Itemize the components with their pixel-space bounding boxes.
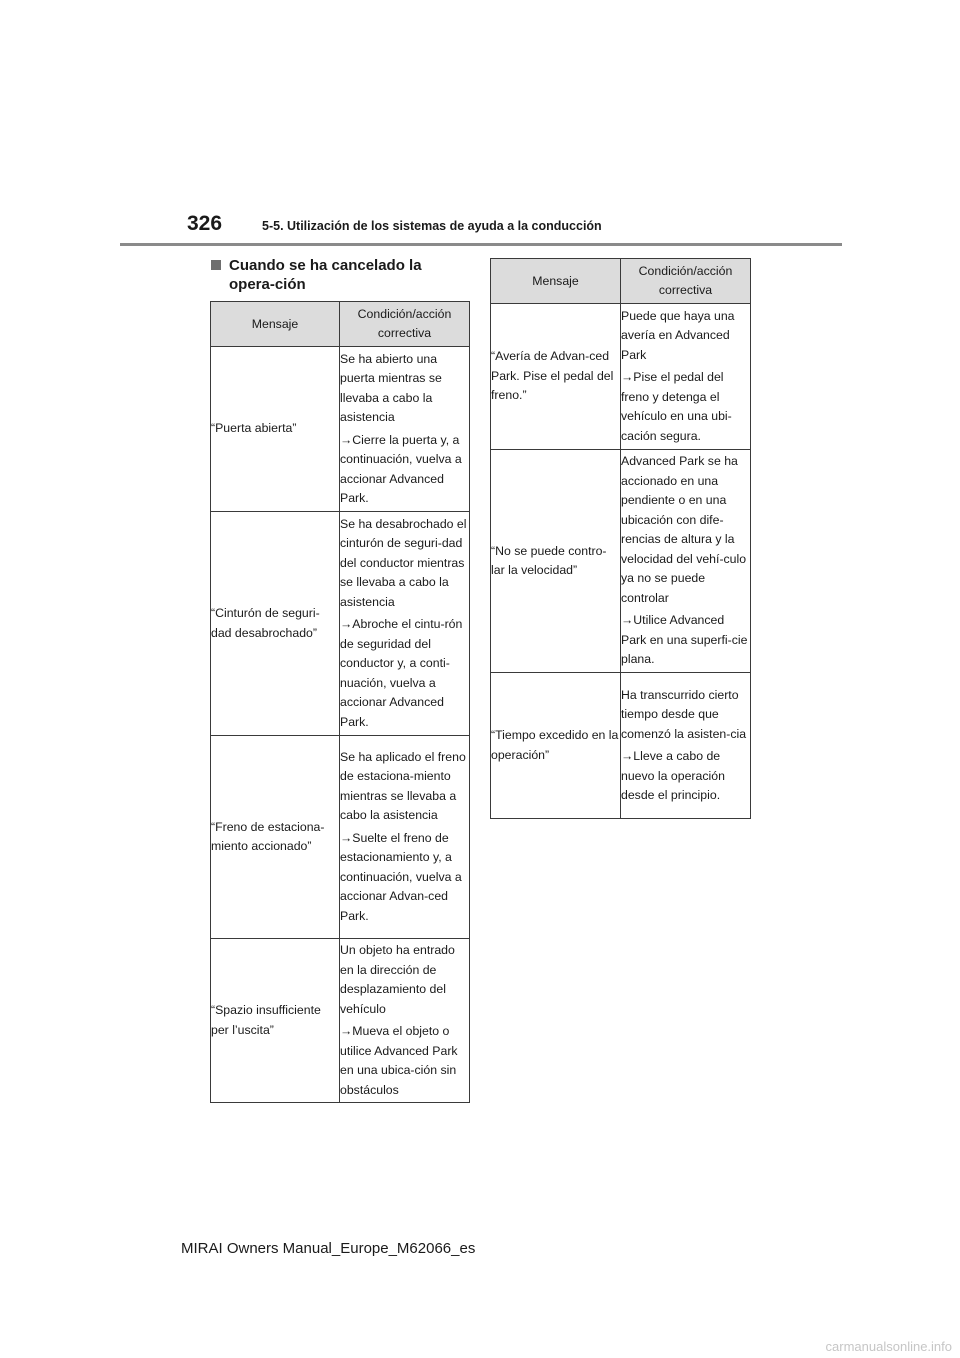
condition-text: Un objeto ha entrado en la dirección de desplazamiento del vehículo xyxy=(340,943,455,1016)
table-row xyxy=(211,736,470,939)
action-cell xyxy=(621,304,751,450)
action-cell xyxy=(621,673,751,819)
header-divider xyxy=(120,243,842,246)
condition-text: Se ha abierto una puerta mientras se llevaba a cabo la asistencia xyxy=(340,351,442,424)
table-row xyxy=(491,304,751,450)
table-header-row xyxy=(211,302,470,347)
condition-text: Se ha aplicado el freno de estaciona-miento mientras se llevaba a cabo la asistencia xyxy=(340,749,466,823)
page-number: 326 xyxy=(187,212,223,235)
corrective-action-text: →Utilice Advanced Park en una superfi-cie plana. xyxy=(621,613,748,667)
table-row xyxy=(211,347,470,512)
condition-text: Se ha desabrochado el cinturón de seguri-dad del conductor mientras se llevaba a cabo la asistencia xyxy=(340,516,467,609)
header-action: Condición/acción correctiva xyxy=(621,259,751,304)
condition-text: Ha transcurrido cierto tiempo desde que comenzó la asisten-cia xyxy=(621,687,747,741)
corrective-action-text: →Lleve a cabo de nuevo la operación desde el principio. xyxy=(621,749,725,802)
messages-table-right xyxy=(490,258,751,819)
action-cell xyxy=(340,347,470,512)
section-title: 5-5. Utilización de los sistemas de ayuda a la conducción xyxy=(262,219,602,233)
subsection-heading-text: Cuando se ha cancelado la opera-ción xyxy=(229,257,422,293)
condition-text: Puede que haya una avería en Advanced Park xyxy=(621,308,735,362)
message-cell: “Tiempo excedido en la operación” xyxy=(491,673,621,819)
message-cell: “No se puede contro-lar la velocidad” xyxy=(491,450,621,673)
table-row xyxy=(211,512,470,736)
header-action: Condición/acción correctiva xyxy=(340,302,470,347)
corrective-action-text: →Abroche el cintu-rón de seguridad del conductor y, a conti-nuación, vuelva a accionar Advanced Park. xyxy=(340,617,463,729)
corrective-action-text: →Suelte el freno de estacionamiento y, a continuación, vuelva a accionar Advan-ced Park. xyxy=(340,830,462,923)
message-cell: “Cinturón de seguri-dad desabrochado” xyxy=(211,512,340,736)
table-header-row xyxy=(491,259,751,304)
messages-table-left xyxy=(210,301,470,1103)
message-cell: “Avería de Advan-ced Park. Pise el pedal del freno.” xyxy=(491,304,621,450)
action-cell xyxy=(340,512,470,736)
corrective-action-text: →Pise el pedal del freno y detenga el vehículo en una ubi-cación segura. xyxy=(621,370,732,443)
action-cell xyxy=(340,736,470,939)
table-row xyxy=(491,673,751,819)
action-cell xyxy=(621,450,751,673)
square-bullet-icon xyxy=(211,260,221,270)
message-cell: “Puerta abierta” xyxy=(211,347,340,512)
corrective-action-text: →Cierre la puerta y, a continuación, vuelva a accionar Advanced Park. xyxy=(340,432,462,505)
table-row xyxy=(491,450,751,673)
watermark: carmanualsonline.info xyxy=(825,1339,952,1354)
header-message: Mensaje xyxy=(211,302,340,347)
subsection-heading xyxy=(211,256,471,294)
message-cell: “Freno de estaciona-miento accionado” xyxy=(211,736,340,939)
message-cell: “Spazio insufficiente per l’uscita” xyxy=(211,939,340,1103)
footer-doc-id: MIRAI Owners Manual_Europe_M62066_es xyxy=(181,1240,476,1257)
condition-text: Advanced Park se ha accionado en una pendiente o en una ubicación con dife-rencias de altura y la velocidad del vehí-culo ya no se puede controlar xyxy=(621,454,747,605)
action-cell xyxy=(340,939,470,1103)
table-row xyxy=(211,939,470,1103)
header-message: Mensaje xyxy=(491,259,621,304)
corrective-action-text: →Mueva el objeto o utilice Advanced Park en una ubica-ción sin obstáculos xyxy=(340,1024,458,1097)
